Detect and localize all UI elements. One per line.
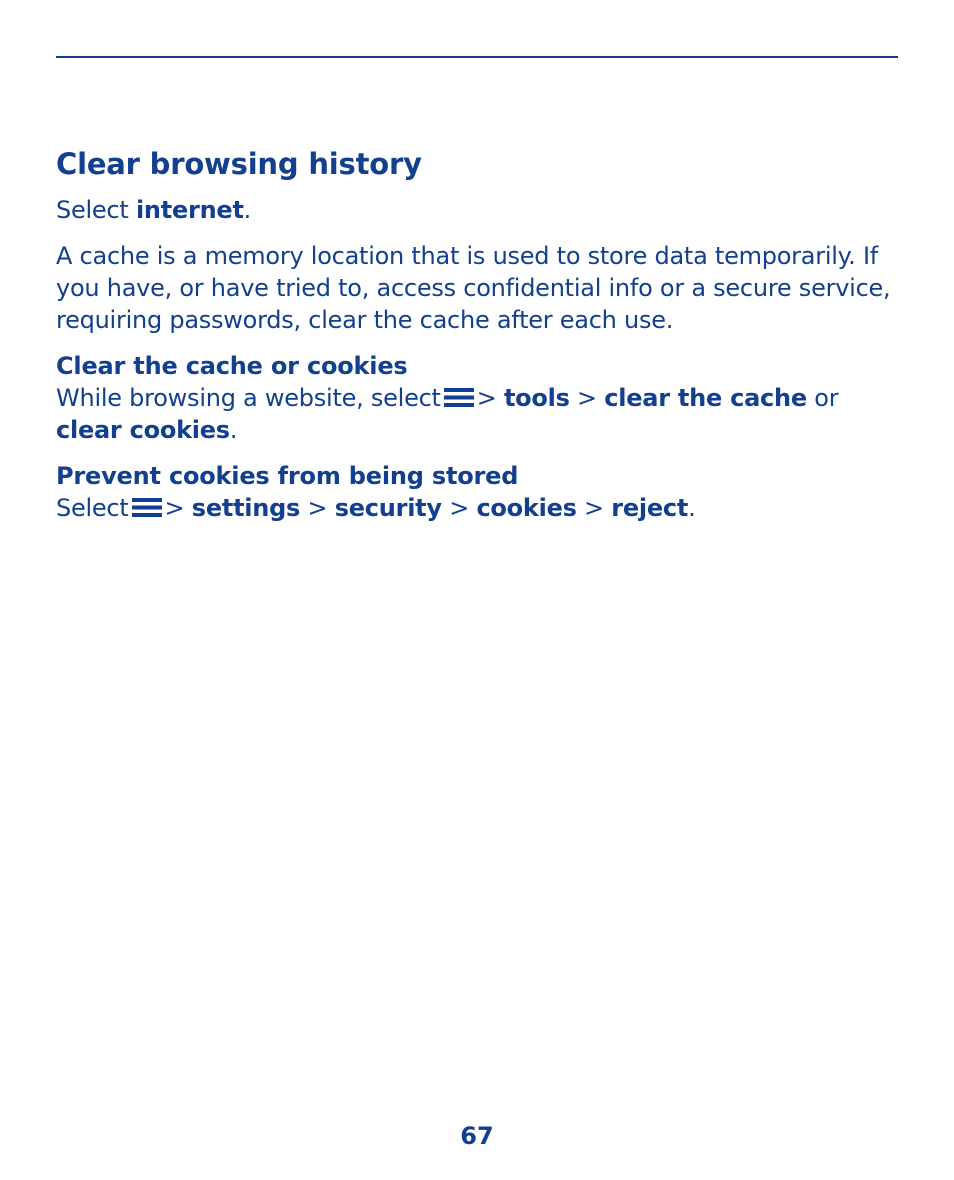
clear-cache-heading: Clear the cache or cookies — [56, 352, 408, 380]
separator: > — [476, 384, 497, 412]
top-rule — [56, 56, 898, 58]
page-number: 67 — [460, 1122, 494, 1150]
page-content — [56, 146, 898, 538]
prevent-cookies-section — [56, 460, 898, 524]
clear-cookies-menu-item: clear cookies — [56, 416, 230, 444]
prevent-cookies-period: . — [688, 494, 696, 522]
prevent-cookies-lead: Select — [56, 494, 129, 522]
prevent-cookies-heading: Prevent cookies from being stored — [56, 462, 519, 490]
clear-cache-section — [56, 350, 898, 446]
or-text: or — [814, 384, 839, 412]
settings-menu-item: settings — [191, 494, 301, 522]
separator: > — [164, 494, 185, 522]
separator: > — [307, 494, 328, 522]
internet-menu-item: internet — [135, 196, 244, 224]
cache-description: A cache is a memory location that is used to store data temporarily. If you have, or have tried to, access confidential info or a secure service, requiring passwords, clear the cache after each use. — [56, 242, 891, 334]
page-title: Clear browsing history — [56, 147, 422, 181]
prevent-cookies-instruction — [56, 492, 898, 524]
clear-cache-instruction — [56, 382, 898, 446]
separator: > — [584, 494, 604, 522]
clear-cache-period: . — [229, 416, 238, 444]
clear-the-cache-menu-item: clear the cache — [604, 384, 807, 412]
cookies-menu-item: cookies — [476, 494, 577, 522]
separator: > — [449, 494, 470, 522]
tools-menu-item: tools — [503, 384, 570, 412]
separator: > — [577, 384, 597, 412]
clear-cache-lead: While browsing a website, select — [56, 384, 441, 412]
select-internet-instruction — [56, 194, 898, 226]
select-text: Select — [56, 196, 129, 224]
menu-icon — [444, 386, 474, 408]
reject-menu-item: reject — [611, 494, 689, 522]
intro-period: . — [243, 196, 252, 224]
menu-icon — [132, 496, 162, 518]
security-menu-item: security — [334, 494, 442, 522]
